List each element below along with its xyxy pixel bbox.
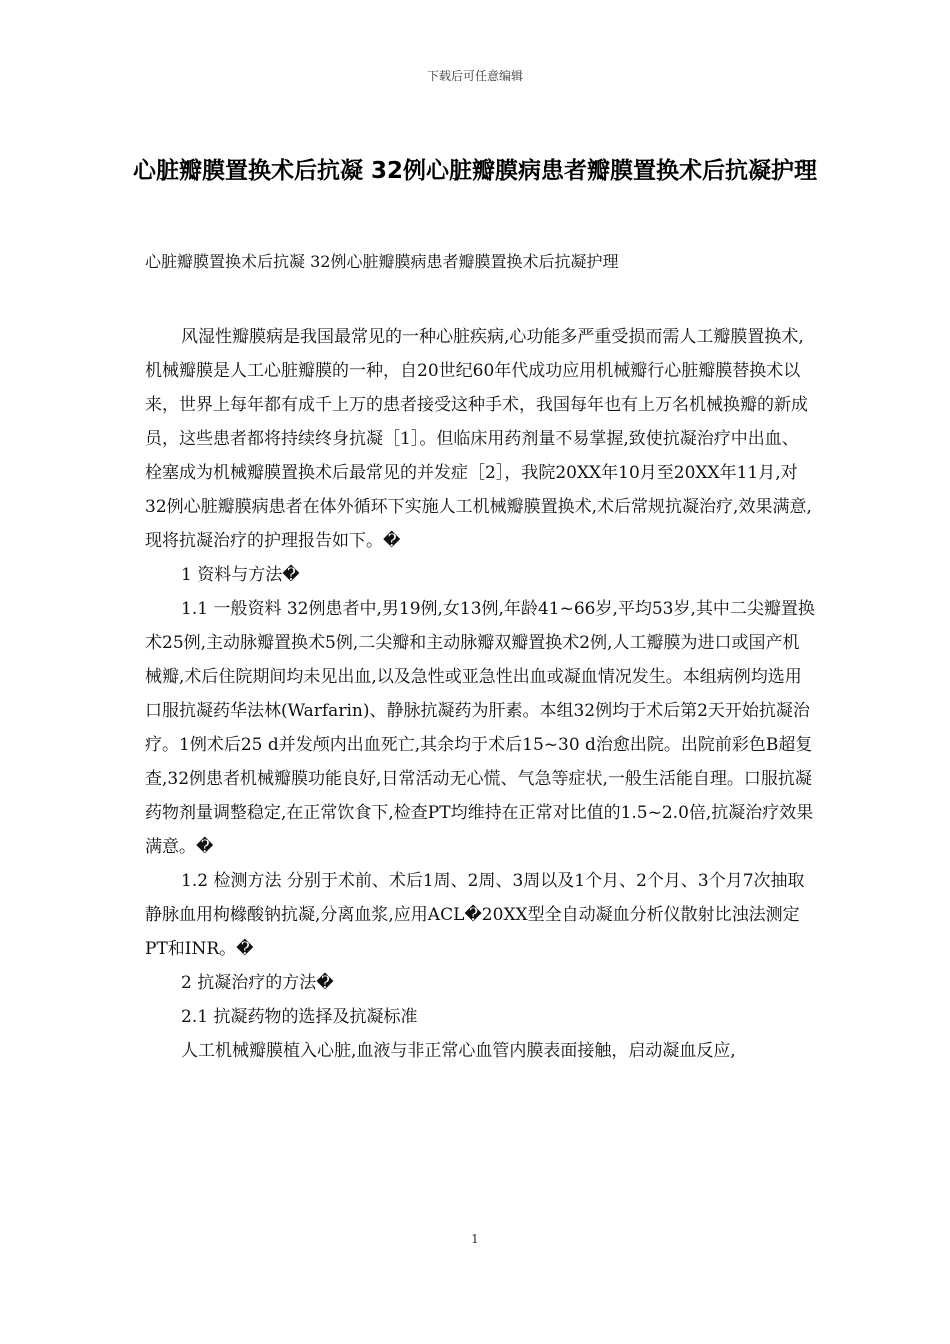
paragraph-intro: 风湿性瓣膜病是我国最常见的一种心脏疾病,心功能多严重受损而需人工瓣膜置换术,机械瓣膜是人工心脏瓣膜的一种，自20世纪60年代成功应用机械瓣行心脏瓣膜替换术以来，世界上每年都有成千上万的患者接受这种手术，我国每年也有上万名机械换瓣的新成员，这些患者都将持续终身抗凝［1］。但临床用药剂量不易掌握,致使抗凝治疗中出血、栓塞成为机械瓣膜置换术后最常见的并发症［2］，我院20XX年10月至20XX年11月,对32例心脏瓣膜病患者在体外循环下实施人工机械瓣膜置换术,术后常规抗凝治疗,效果满意,现将抗凝治疗的护理报告如下。� — [145, 327, 812, 551]
paragraph-detection-method: 1.2 检测方法 分别于术前、术后1周、2周、3周以及1个月、2个月、3个月7次抽取静脉血用枸橼酸钠抗凝,分离血浆,应用ACL�20XX型全自动凝血分析仪散射比浊法测定PT和INR。� — [145, 871, 805, 959]
document-subtitle: 心脏瓣膜置换术后抗凝 32例心脏瓣膜病患者瓣膜置换术后抗凝护理 — [145, 252, 619, 271]
document-title: 心脏瓣膜置换术后抗凝 32例心脏瓣膜病患者瓣膜置换术后抗凝护理 — [132, 158, 817, 184]
heading-anticoagulation-methods: 2 抗凝治疗的方法� — [181, 973, 334, 993]
document-body — [145, 320, 815, 1068]
heading-materials-methods: 1 资料与方法� — [181, 565, 300, 585]
heading-drug-selection: 2.1 抗凝药物的选择及抗凝标准 — [181, 1007, 418, 1027]
paragraph-general-data: 1.1 一般资料 32例患者中,男19例,女13例,年龄41~66岁,平均53岁,其中二尖瓣置换术25例,主动脉瓣置换术5例,二尖瓣和主动脉瓣双瓣置换术2例,人工瓣膜为进口或国产机械瓣,术后住院期间均未见出血,以及急性或亚急性出血或凝血情况发生。本组病例均选用口服抗凝药华法林(Warfarin)、静脉抗凝药为肝素。本组32例均于术后第2天开始抗凝治疗。1例术后25 d并发颅内出血死亡,其余均于术后15~30 d治愈出院。出院前彩色B超复查,32例患者机械瓣膜功能良好,日常活动无心慌、气急等症状,一般生活能自理。口服抗凝药物剂量调整稳定,在正常饮食下,检查PT均维持在正常对比值的1.5~2.0倍,抗凝治疗效果满意。� — [145, 599, 815, 857]
page-number: 1 — [471, 1232, 479, 1246]
page-header-note: 下载后可任意编辑 — [426, 69, 523, 83]
paragraph-mechanical-valve: 人工机械瓣膜植入心脏,血液与非正常心血管内膜表面接触，启动凝血反应, — [181, 1041, 736, 1061]
